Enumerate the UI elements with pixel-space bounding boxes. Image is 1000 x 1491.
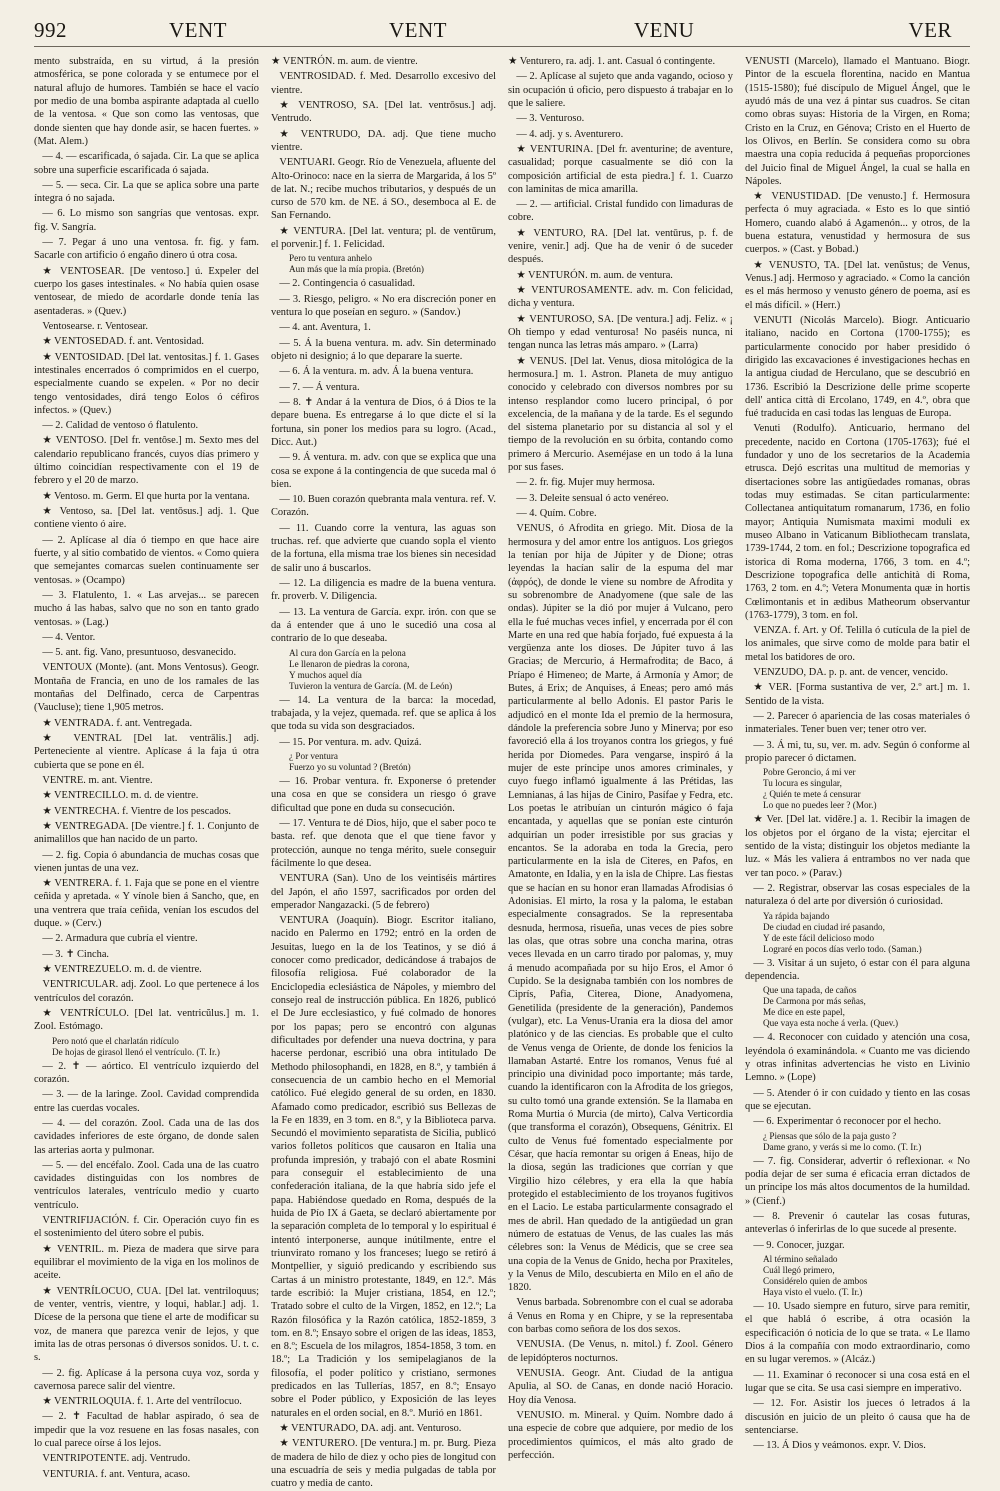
dictionary-entry: — 3. ✝ Cincha.: [42, 948, 110, 960]
dictionary-entry: — 5. Á la buena ventura. m. adv. Sin determinado objeto ni designio; á lo que deparare la suerte.: [271, 337, 496, 362]
verse-line: Fuerzo yo su voluntad ? (Bretón): [289, 761, 411, 772]
dictionary-entry: VENTURA (Joaquín). Biogr. Escritor italiano, nacido en Palermo en 1792; entró en la orden de Jesuitas, luego en la de los Teatinos, y se dió á conocer como predicador, dedicándose á trabajos de filosofía religiosa. Fué colaborador de la Enciclopedia eclesiástica de Nápoles, y miembro del consejo real de instrucción pública. En 1826, publicó el De Jure ecclesiastico, y fué colmado de honores por los papas; pero se encontró con algunas dificultades por defender una nueva doctrina, y para hacerse perdonar, escribió una obra intitulado De Methodo philosophandi, en 1828, en 8.º, y también á consecuencia de un cambio hecho en el Memorial católico. Fué elegido general de su orden, en 1830. Afamado como predicador, escribió sus Bellezas de la Fe en 1839, en 3 tom. en 8.º, y la Biblioteca parva. Secundó el movimiento separatista de Sicilia, publicó varios folletos políticos que causaron en Italia una profunda impresión, y trabajó con el abate Rosmini para conseguir el establecimiento de una confederación italiana, de la que habría sido jefe el papa. Habiéndose quedado en Roma, después de la huida de Pío IX á Gaeta, se declaró abiertamente por la separación completa de lo temporal y lo espiritual é intentó interponerse, aunque inútilmente, entre el triunvirato romano y los franceses; luego se retiró á Montpellier, y siguió predicando y escribiendo sus Cartas á un ministro protestante, 1849, en 12.º. Más tarde escribió: la Mujer cristiana, 1854, en 12.º; Tratado sobre el culto de la Virgen, 1852, en 12.º; La Razón filosófica y la Razón católica, 1852-1859, 3 tom. en 8.º; Ensayo sobre el origen de las ideas, 1853, en 8.º; Escuela de los milagros, 1854-1858, 3 tom. en 18.º; La Tradición y los semipelagianos de la filosofía, el poder político y cristiano, sermones predicados en las Tullerías, 1857, en 8.º; Ensayo sobre el Poder público, y Exposición de las leyes naturales en el orden social, en 8.º. Murió en 1861.: [271, 915, 496, 1419]
dictionary-entry: — 6. Á la ventura. m. adv. Á la buena ventura.: [279, 366, 474, 378]
verse-quotation: [289, 648, 496, 692]
dictionary-entry: ★ Ventoso, sa. [Del lat. ventōsus.] adj. 1. Que contiene viento ó aire.: [34, 506, 259, 531]
dictionary-entry: — 9. Conocer, juzgar.: [753, 1239, 845, 1251]
dictionary-entry: — 6. Experimentar ó reconocer por el hecho.: [753, 1116, 942, 1128]
dictionary-entry: — 2. Parecer ó apariencia de las cosas materiales ó inmateriales. Tener buen ver; tener otro ver.: [745, 711, 970, 736]
dictionary-entry: — 14. La ventura de la barca: la mocedad, trabajada, y la vejez, quemada. ref. que se aplica á los que toda su vida son desgraciados.: [271, 694, 496, 733]
dictionary-entry: ★ Ver. [Del lat. vidēre.] a. 1. Recibir la imagen de los objetos por el órgano de la vista; ejercitar el sentido de la vista; distinguir los objetos mediante la luz. « Más les valiera á entrambos no ver nada que ver tan poco. » (Parav.): [745, 814, 970, 879]
verse-line: Y muchos aquel día: [289, 669, 362, 680]
guide-word-1: VENT: [169, 18, 227, 42]
verse-line: Tuvieron la ventura de García. (M. de León): [289, 680, 453, 691]
dictionary-entry: ★ VENTURERO. [De ventura.] m. pr. Burg. Pieza de madera de hilo de diez y ocho pies de longitud con una escuadría de seis y media pulgadas de tabla por cuatro y media de canto.: [271, 1438, 496, 1490]
dictionary-entry: — 8. Prevenir ó cautelar las cosas futuras, anteverlas ó inferirlas de lo que sucede al presente.: [745, 1210, 970, 1236]
verse-line: ¿ Quién te mete á censurar: [763, 789, 861, 800]
dictionary-entry: VENTOUX (Monte). (ant. Mons Ventosus). Geogr. Montaña de Francia, en uno de los ramales de las montañas del Delfinado, cerca de Carpentras (Vaucluse); tiene 1,905 metros.: [34, 662, 259, 714]
dictionary-entry: ★ VER. [Forma sustantiva de ver, 2.º art.] m. 1. Sentido de la vista.: [745, 682, 970, 707]
dictionary-entry: — 8. ✝ Andar á la ventura de Dios, ó á Dios te la depare buena. Es entregarse á lo que dicte el sí la fortuna, sin poner los medios para su logro. (Acad., Dicc. Aut.): [271, 396, 496, 448]
dictionary-entry: — 2. Armadura que cubría el vientre.: [42, 933, 198, 945]
dictionary-entry: — 17. Ventura te dé Dios, hijo, que el saber poco te basta. ref. que denota que el que tiene favor y protección, aunque no tenga mérito, suele conseguir fácilmente lo que desea.: [271, 817, 496, 869]
dictionary-entry: — 5. ant. fig. Vano, presuntuoso, desvanecido.: [42, 647, 237, 659]
dictionary-entry: ★ VENUSTO, TA. [Del lat. venŭstus; de Venus, Venus.] adj. Hermoso y agraciado. « Como la canción es el más hermoso y venusto género de poema, así es el más difícil. » (Herr.): [745, 259, 970, 311]
dictionary-entry: ★ VENUSTIDAD. [De venusto.] f. Hermosura perfecta ó muy agraciada. « Esto es lo que sintió Homero, cuando alabó á Agamenón... y otros, de la buena estatura, venustidad y hermosura de sus cuerpos. » (Cast. y Bobad.): [745, 191, 970, 256]
dictionary-entry: ★ VENTRIL. m. Pieza de madera que sirve para equilibrar el movimiento de la viga en los molinos de aceite.: [34, 1243, 259, 1282]
dictionary-entry: — 3. — de la laringe. Zool. Cavidad comprendida entre las cuerdas vocales.: [34, 1089, 259, 1114]
dictionary-entry: ★ VENTURO, RA. [Del lat. ventūrus, p. f. de venire, venir.] adj. Que ha de venir ó de suceder después.: [508, 227, 733, 266]
text-columns: [34, 55, 970, 1490]
verse-line: Pero notó que el charlatán ridículo: [52, 1035, 179, 1046]
dictionary-entry: — 4. Reconocer con cuidado y atención una cosa, leyéndola ó examinándola. « Cuanto me vas diciendo y otras infinitas advertencias he visto en Livinio Lemno. » (Lope): [745, 1032, 970, 1084]
dictionary-entry: mento substraída, en su virtud, á la presión atmosférica, se pone colorada y se entumece por el natural aflujo de humores. También se hace el vacío por medio de una bomba aspirante adaptada al cuello de la ventosa. « Que son como las ventosas, que donde sienten que hay donde asir, se hacen fuertes. » (Mat. Alem.): [34, 56, 259, 147]
dictionary-entry: — 4. Quím. Cobre.: [516, 508, 597, 519]
dictionary-entry: VENTURA (San). Uno de los veintiséis mártires del Japón, el año 1597, sacrificados por orden del emperador Nangazacki. (5 de febrero): [271, 873, 496, 911]
dictionary-entry: — 2. — artificial. Cristal fundido con limaduras de cobre.: [508, 199, 733, 224]
dictionary-entry: — 7. fig. Considerar, advertir ó reflexionar. « No podía dejar de ser suma é eficacia erran dictados de un príncipe los más altos documentos de la humildad. » (Cienf.): [745, 1155, 970, 1207]
verse-line: ¿ Piensas que sólo de la paja gusto ?: [763, 1130, 897, 1141]
dictionary-entry: — 16. Probar ventura. fr. Exponerse ó pretender una cosa en que se considera un riesgo ó grave dificultad que pone en duda su consecución.: [271, 776, 496, 814]
verse-line: Pobre Geroncio, á mi ver: [763, 767, 856, 778]
dictionary-entry: — 3. Deleite sensual ó acto venéreo.: [516, 492, 669, 504]
dictionary-entry: — 10. Usado siempre en futuro, sirve para remitir, el que hablá ó escribe, á otra ocasión la especificación ó noticia de lo que se trata. « Le llamo Dios á la compañía con modo extraordinario, como en su lugar veremos. » (Alcáz.): [745, 1301, 970, 1366]
verse-line: Ya rápida bajando: [763, 910, 830, 921]
verse-line: Lo que no puedes leer ? (Mor.): [763, 800, 877, 811]
dictionary-entry: ★ VENTRILOQUIA. f. 1. Arte del ventrílocuo.: [42, 1396, 242, 1408]
dictionary-entry: — 3. Venturoso.: [516, 113, 585, 125]
dictionary-entry: VENTRIPOTENTE. adj. Ventrudo.: [42, 1453, 191, 1465]
dictionary-entry: VENTURIA. f. ant. Ventura, acaso.: [42, 1468, 191, 1480]
dictionary-entry: — 6. Lo mismo son sangrías que ventosas. expr. fig. V. Sangría.: [34, 208, 259, 233]
dictionary-entry: VENTRE. m. ant. Vientre.: [42, 774, 153, 786]
verse-quotation: [763, 1131, 970, 1153]
dictionary-entry: — 4. adj. y s. Aventurero.: [516, 128, 624, 140]
dictionary-entry: — 9. Á ventura. m. adv. con que se explica que una cosa se expone á la contingencia de que suceda mal ó bien.: [271, 452, 496, 490]
verse-quotation: [289, 751, 496, 773]
guide-word-4: VER: [908, 18, 952, 42]
dictionary-entry: ★ VENTRUDO, DA. adj. Que tiene mucho vientre.: [271, 128, 496, 153]
column-3: [508, 55, 733, 1461]
dictionary-entry: — 3. Visitar á un sujeto, ó estar con él para alguna dependencia.: [745, 957, 970, 982]
verse-quotation: [763, 985, 970, 1029]
dictionary-entry: VENZUDO, DA. p. p. ant. de vencer, vencido.: [753, 667, 948, 679]
verse-line: Al cura don García en la pelona: [289, 647, 406, 658]
dictionary-entry: VENUSIO. m. Mineral. y Quím. Nombre dado á una especie de cobre que adquiere, por medio de los procedimientos químicos, el más alto grado de perfección.: [508, 1409, 733, 1461]
page-header: [34, 12, 970, 47]
dictionary-entry: — 11. Examinar ó reconocer si una cosa está en el lugar que se cita. Se usa casi siempre en imperativo.: [745, 1369, 970, 1394]
verse-line: Le llenaron de piedras la corona,: [289, 658, 410, 669]
guide-word-2: VENT: [389, 18, 447, 42]
dictionary-entry: VENUTI (Nicolás Marcelo). Biogr. Anticuario italiano, nacido en Cortona (1700-1755); es particularmente conocido por haber presidido ó dirigido las excavaciones é investigaciones hechas en la antigua ciudad de Herculano, que se descubrió en 1736. Escribió la Descrizione delle prime scoperte dell' antica città di Ercolano, 1749, en 4.º, obra que fué traducida en casi todas las lenguas de Europa.: [745, 314, 970, 420]
dictionary-entry: VENUSIA. Geogr. Ant. Ciudad de la antigua Apulia, al SO. de Canas, en donde nació Horacio. Hoy día Venosa.: [508, 1368, 733, 1406]
dictionary-entry: ★ VENTOSEDAD. f. ant. Ventosidad.: [42, 336, 205, 348]
verse-line: Dame grano, y verás si me lo como. (T. Ir.): [763, 1141, 922, 1152]
dictionary-entry: — 4. ant. Aventura, 1.: [279, 322, 371, 334]
dictionary-entry: ★ VENTRÍCULO. [Del lat. ventricŭlus.] m. 1. Zool. Estómago.: [34, 1007, 259, 1033]
dictionary-entry: ★ VENTUROSO, SA. [De ventura.] adj. Feliz. « ¡ Oh tiempo y edad venturosa! No paséis nunca, ni tengan nunca las letras más amparo. » (Larra): [508, 313, 733, 352]
verse-line: Considérelo quien de ambos: [763, 1275, 868, 1286]
dictionary-entry: ★ VENTUROSAMENTE. adv. m. Con felicidad, dicha y ventura.: [508, 285, 733, 310]
dictionary-entry: — 12. For. Asistir los jueces ó letrados á la discusión en juicio de un pleito ó causa que ha de sentenciarse.: [745, 1398, 970, 1436]
verse-quotation: [763, 767, 970, 811]
dictionary-entry: ★ VENTOSO. [Del fr. ventôse.] m. Sexto mes del calendario republicano francés, cuyos días primero y último coincidían respectivamente con el 19 de febrero y el 20 de marzo.: [34, 435, 259, 487]
dictionary-entry: — 13. La ventura de García. expr. irón. con que se da á entender que á uno le sucedió una cosa al contrario de lo que deseaba.: [271, 606, 496, 645]
dictionary-entry: ★ VENTROSO, SA. [Del lat. ventrōsus.] adj. Ventrudo.: [271, 99, 496, 125]
dictionary-entry: — 4. — escarificada, ó sajada. Cir. La que se aplica sobre una superficie escarificada ó sajada.: [34, 151, 259, 176]
dictionary-entry: VENTUARI. Geogr. Río de Venezuela, afluente del Alto-Orinoco: nace en la sierra de Margarida, á los 5º de lat. N.; recibe muchos tributarios, y después de un curso de 570 km. de NE. á SO., desemboca al E. de San Fernando.: [271, 157, 496, 222]
verse-line: Que vaya esta noche á verla. (Quev.): [763, 1018, 899, 1029]
dictionary-entry: — 2. Registrar, observar las cosas especiales de la naturaleza ó del arte por diversión ó curiosidad.: [745, 882, 970, 908]
verse-line: Cuál llegó primero,: [763, 1264, 835, 1275]
dictionary-entry: ★ VENTRADA. f. ant. Ventregada.: [42, 717, 193, 729]
verse-quotation: [763, 1254, 970, 1298]
dictionary-entry: Ventosearse. r. Ventosear.: [42, 320, 149, 332]
verse-line: Al término señalado: [763, 1253, 838, 1264]
dictionary-entry: VENUS, ó Afrodita en griego. Mit. Diosa de la hermosura y del amor entre los antiguos. Los griegos la tenían por hija de Júpiter y de Dione; otras leyendas la hacían salir de la espuma del mar (ἀφρός), de donde le viene su nombre de Afrodita y su sobrenombre de Anadyomene (que sale de las ondas). Júpiter se la dió por mujer á Vulcano, pero ella le fué muchas veces infiel, y encerrada por él con Marte en una red que había forjado, fué expuesta á la vergüenza ante los dioses. De Júpiter tuvo á las Gracias; de Mercurio, á Hermafrodita; de Baco, á Príapo é Himeneo; de Marte, á Armonía y Amor; de Butes, á Erix; de Anquises, á Eneas; pero amó más particularmente al bello Adonis. El pastor Paris le adjudicó en el monte Ida el premio de la hermosura, dándole la preferencia sobre Juno y Minerva; por eso favoreció ella á los troyanos contra los griegos, y fué herida por Diomedes. Para vengarse, inspiró á la mujer de este príncipe unos amores criminales, y cuyo fuego inflamó igualmente á las Prétidas, las Lemnianas, á las hijas de Ciniro, Pasífae y Fedra, etc. Los poetas le atribuían un cinturón mágico ó faja encantada, y aquellas que se ponían este cinturón adquirían un poder irresistible por sus gracias y encantos. Se la adoraba en toda la Grecia, pero particularmente en la isla de Citeres, en Pafos, en Amatonte, en Idalia, y en la isla de Chipre. Las fiestas que se hacían en su honor eran llamadas Afrodisias ó Adonisias. El mirto, la rosa y la paloma, le estaban especialmente consagrados. Se la representaba desnuda, hermosa, risueña, unas veces de pies sobre las olas, que otras sobre una concha marina, otras veces llevada en un carro tirado por palomas, y, muy á menudo acompañada por su hijo Eros, el Amor ó Cupido. Se la designaba también con los nombres de Ciprís, Pafia, Citerea, Dione, Anadyomena, Genetilida (presidente de la generación), Pandemos (vulgar), etc. La Venus-Urania era la diosa del amor platónico y de las ciencias. Es probable que el culto de Venus venga de Oriente, de donde los fenicios la llamaban Astarté. Entre los romanos, Venus fué al principio una divinidad poco importante; más tarde, cuando la identificaron con la Afrodita de los griegos, su culto tomó una grande extensión. Se la llamaba en Roma Murtia ó Murcia (de mirto), Calva Verticordia (que transforma el corazón), Obsequens, Génitrix. El culto de Venus fué fomentado especialmente por César, que hacía remontar su origen á Eneas, hijo de la diosa, según las tradiciones que corrían y que Virgilio hizo célebres, y era ella la que había protegido el establecimiento de los troyanos fugitivos en el Lacio. Le estaba particularmente consagrado el mes de abril. Han quedado de la antigüedad un gran número de estatuas de Venus, de las cuales las más célebres son: la Venus de Médicis, que se cree sea una copia de la Venus de Gnido, hecha por Praxiteles, y la Venus de Milo, descubierta en Milo en el año de 1820.: [508, 523, 733, 1294]
dictionary-entry: VENUSTI (Marcelo), llamado el Mantuano. Biogr. Pintor de la escuela florentina, nacido en Mantua (1515-1580); fué discípulo de Miguel Ángel, que le ayudó más de una vez á pintar sus cuadros. Se citan como obras suyas: Historia de la Virgen, en Roma; Cristo en la Cruz, en Génova; Cristo en el Huerto de los Olivos, en Berlín. Se considera como su obra maestra una copia reducida á pequeñas proporciones del Juicio final de Miguel Ángel, la cual se halla en Nápoles.: [745, 56, 970, 187]
dictionary-entry: Venuti (Rodulfo). Anticuario, hermano del precedente, nacido en Cortona (1705-1763); fué el fundador y uno de los secretarios de la Academia etrusca. Dejó escritas una multitud de memorias y disertaciones sobre las antigüedades romanas, obras todas muy estimadas. Se citan particularmente: Collectanea antiquitatum romanarum, 1736, en folio mayor; Antiquia Numismata maximi moduli ex museo Albano in Vaticanum Bibliothecam translata, 1739-1744, 2 tom. en fol.; Descrizione topografica ed istorica di Roma moderna, 1766, 3 tom. en 4.º; Descrizione topografica delle antichità di Roma, 1763, 2 tom. en 4.º; Vetera Monumenta quæ in hortis Cœlimontanis et in ædibus Matheorum observantur (1763-1779), 3 tom. en fol.: [745, 423, 970, 621]
dictionary-entry: ★ Ventoso. m. Germ. El que hurta por la ventana.: [42, 490, 250, 502]
guide-word-3: VENU: [634, 18, 695, 42]
dictionary-entry: ★ VENTREZUELO. m. d. de vientre.: [42, 964, 202, 975]
verse-line: De ciudad en ciudad iré pasando,: [763, 921, 885, 932]
dictionary-entry: ★ VENTURÓN. m. aum. de ventura.: [516, 269, 673, 281]
dictionary-entry: VENTROSIDAD. f. Med. Desarrollo excesivo del vientre.: [271, 71, 496, 96]
dictionary-entry: — 3. Flatulento, 1. « Las arvejas... se parecen mucho á las habas, salvo que no son en tanto grado ventosas. » (Lag.): [34, 589, 259, 628]
dictionary-entry: VENTRICULAR. adj. Zool. Lo que pertenece á los ventrículos del corazón.: [34, 979, 259, 1004]
verse-quotation: [289, 253, 496, 275]
dictionary-entry: — 11. Cuando corre la ventura, las aguas son truchas. ref. que advierte que cuando sopla el viento de la fortuna, ella misma trae los bienes sin necesidad de salir uno á buscarlos.: [271, 522, 496, 574]
dictionary-entry: VENUSIA. (De Venus, n. mitol.) f. Zool. Género de lepidópteros nocturnos.: [508, 1339, 733, 1364]
dictionary-entry: — 7. — Á ventura.: [279, 381, 360, 393]
verse-line: De Carmona por más señas,: [763, 996, 866, 1007]
verse-line: De hojas de girasol llenó el ventrículo. (T. Ir.): [52, 1046, 220, 1057]
dictionary-entry: — 2. ✝ Facultad de hablar aspirado, ó sea de impedir que la voz resuene en las fosas nasales, con lo cual parece oírse á los lejos.: [34, 1411, 259, 1450]
dictionary-entry: ★ VENTREGADA. [De vientre.] f. 1. Conjunto de animalillos que han nacido de un parto.: [34, 820, 259, 846]
dictionary-entry: ★ Venturero, ra. adj. 1. ant. Casual ó contingente.: [508, 56, 716, 67]
dictionary-entry: — 2. fig. Copia ó abundancia de muchas cosas que vienen juntas de una vez.: [34, 849, 259, 874]
dictionary-entry: — 2. fig. Aplícase á la persona cuya voz, sorda y cavernosa parece salir del vientre.: [34, 1367, 259, 1392]
verse-line: Me dice en este papel,: [763, 1007, 845, 1018]
dictionary-entry: — 7. Pegar á uno una ventosa. fr. fig. y fam. Sacarle con artificio ó engaño dinero ú otra cosa.: [34, 237, 259, 262]
dictionary-entry: ★ VENTRÍLOCUO, CUA. [Del lat. ventriloquus; de venter, ventris, vientre, y loqui, hablar.] adj. 1. Dícese de la persona que tiene el arte de modificar su voz, de manera que parezca venir de lejos, y que imita las de otras personas ó diversos sonidos. U. t. c. s.: [34, 1285, 259, 1364]
dictionary-entry: — 2. fr. fig. Mujer muy hermosa.: [516, 477, 655, 489]
verse-line: Tu locura es singular,: [763, 778, 842, 789]
dictionary-entry: — 10. Buen corazón quebranta mala ventura. ref. V. Corazón.: [271, 494, 496, 519]
dictionary-entry: — 4. — del corazón. Zool. Cada una de las dos cavidades inferiores de este órgano, de donde salen las arterias aorta y pulmonar.: [34, 1117, 259, 1156]
dictionary-entry: ★ VENTOSEAR. [De ventoso.] ú. Expeler del cuerpo los gases intestinales. « No había quien osase ventosear, de miedo de acordarle donde tenía las asentaderas. » (Quev.): [34, 265, 259, 317]
dictionary-entry: ★ VENTOSIDAD. [Del lat. ventositas.] f. 1. Gases intestinales encerrados ó comprimidos en el cuerpo, especialmente cuando se expelen. « Por no decir tengo ventosidades, dirá tengo Eolos ó céfiros infectos. » (Quev.): [34, 351, 259, 416]
dictionary-entry: ★ VENTRECHA. f. Vientre de los pescados.: [42, 805, 231, 817]
column-4: [745, 55, 970, 1452]
dictionary-entry: ★ VENUS. [Del lat. Venus, diosa mitológica de la hermosura.] m. 1. Astron. Planeta de muy antiguo conocido y celebrado con diversos nombres por su intenso resplandor como lucero principal, ó por excelencia, de la mañana y de la tarde. Es el segundo del sistema planetario por su distancia al sol y el tiempo de la revolución en su órbita, contando como primero á Mercurio. Aseméjase en un todo á la luna por sus fases.: [508, 355, 733, 474]
verse-line: Que una tapada, de caños: [763, 985, 857, 996]
verse-line: Aun más que la mía propia. (Bretón): [289, 264, 424, 275]
dictionary-entry: ★ VENTURINA. [Del fr. aventurine; de aventure, casualidad; porque casualmente se dió con la composición artificial de esta piedra.] f. 1. Cuarzo con laminitas de mica amarilla.: [508, 143, 733, 195]
dictionary-entry: — 15. Por ventura. m. adv. Quizá.: [279, 736, 422, 748]
dictionary-entry: ★ VENTRAL [Del lat. ventrālis.] adj. Perteneciente al vientre. Aplícase á la faja ú otra cubierta que se pone en él.: [34, 733, 259, 771]
verse-line: Haya visto el vuelo. (T. Ir.): [763, 1286, 863, 1297]
dictionary-entry: ★ VENTRÓN. m. aum. de vientre.: [271, 56, 418, 67]
dictionary-entry: — 3. Á mi, tu, su, ver. m. adv. Según ó conforme al propio parecer ó dictamen.: [745, 739, 970, 764]
dictionary-entry: VENZA. f. Art. y Of. Telilla ó cutícula de la piel de los animales, que sirve como de molde para batir el metal los batidores de oro.: [745, 625, 970, 663]
dictionary-entry: — 5. — del encéfalo. Zool. Cada una de las cuatro cavidades distinguidas con los nombres de ventrículos laterales, ventrículo medio y cuarto ventrículo.: [34, 1159, 259, 1211]
verse-quotation: [763, 911, 970, 955]
verse-line: Pero tu ventura anhelo: [289, 253, 372, 264]
dictionary-entry: ★ VENTRECILLO. m. d. de vientre.: [42, 790, 199, 802]
dictionary-entry: Venus barbada. Sobrenombre con el cual se adoraba á Venus en Roma y en Chipre, y se la representaba con barbas como señora de los dos sexos.: [508, 1297, 733, 1336]
dictionary-entry: — 5. — seca. Cir. La que se aplica sobre una parte íntegra ó no sajada.: [34, 179, 259, 205]
verse-line: ¿ Por ventura: [289, 750, 338, 761]
dictionary-entry: — 2. Aplícase al día ó tiempo en que hace aire fuerte, y al sitio combatido de vientos. « Como quiera que semejantes comarcas suelen continuamente ser ventosas. » (Ocampo): [34, 534, 259, 586]
dictionary-entry: — 3. Riesgo, peligro. « No era discreción poner en ventura lo que poseían en seguro. » (Sandov.): [271, 293, 496, 319]
verse-quotation: [52, 1036, 259, 1058]
page-number: 992: [34, 18, 67, 42]
dictionary-entry: — 4. Ventor.: [42, 631, 96, 643]
dictionary-entry: — 2. Aplícase al sujeto que anda vagando, ocioso y sin ocupación ú oficio, pero dispuesto á trabajar en lo que le saliere.: [508, 71, 733, 109]
dictionary-entry: — 2. Calidad de ventoso ó flatulento.: [42, 420, 199, 432]
verse-line: Lograré en pocos días verlo todo. (Saman.): [763, 943, 922, 954]
dictionary-entry: — 5. Atender ó ir con cuidado y tiento en las cosas que se ejecutan.: [745, 1087, 970, 1112]
dictionary-entry: VENTRIFIJACIÓN. f. Cir. Operación cuyo fin es el sostenimiento del útero sobre el pubis.: [34, 1215, 259, 1240]
verse-line: Y de este fácil delicioso modo: [763, 932, 875, 943]
dictionary-entry: ★ VENTURA. [Del lat. ventura; pl. de ventūrum, el porvenir.] f. 1. Felicidad.: [271, 225, 496, 251]
dictionary-entry: — 2. ✝ — aórtico. El ventrículo izquierdo del corazón.: [34, 1060, 259, 1085]
dictionary-entry: — 2. Contingencia ó casualidad.: [279, 278, 415, 290]
dictionary-entry: ★ VENTURADO, DA. adj. ant. Venturoso.: [279, 1423, 462, 1434]
column-1: [34, 55, 259, 1480]
column-2: [271, 55, 496, 1490]
dictionary-entry: — 12. La diligencia es madre de la buena ventura. fr. proverb. V. Diligencia.: [271, 578, 496, 603]
dictionary-entry: — 13. Á Dios y veámonos. expr. V. Dios.: [753, 1440, 926, 1452]
dictionary-entry: ★ VENTRERA. f. 1. Faja que se pone en el vientre ceñida y apretada. « Y vínole bien á Sancho, que, en una ventrera que traía ceñida, venían los escudos del duque. » (Cerv.): [34, 878, 259, 930]
